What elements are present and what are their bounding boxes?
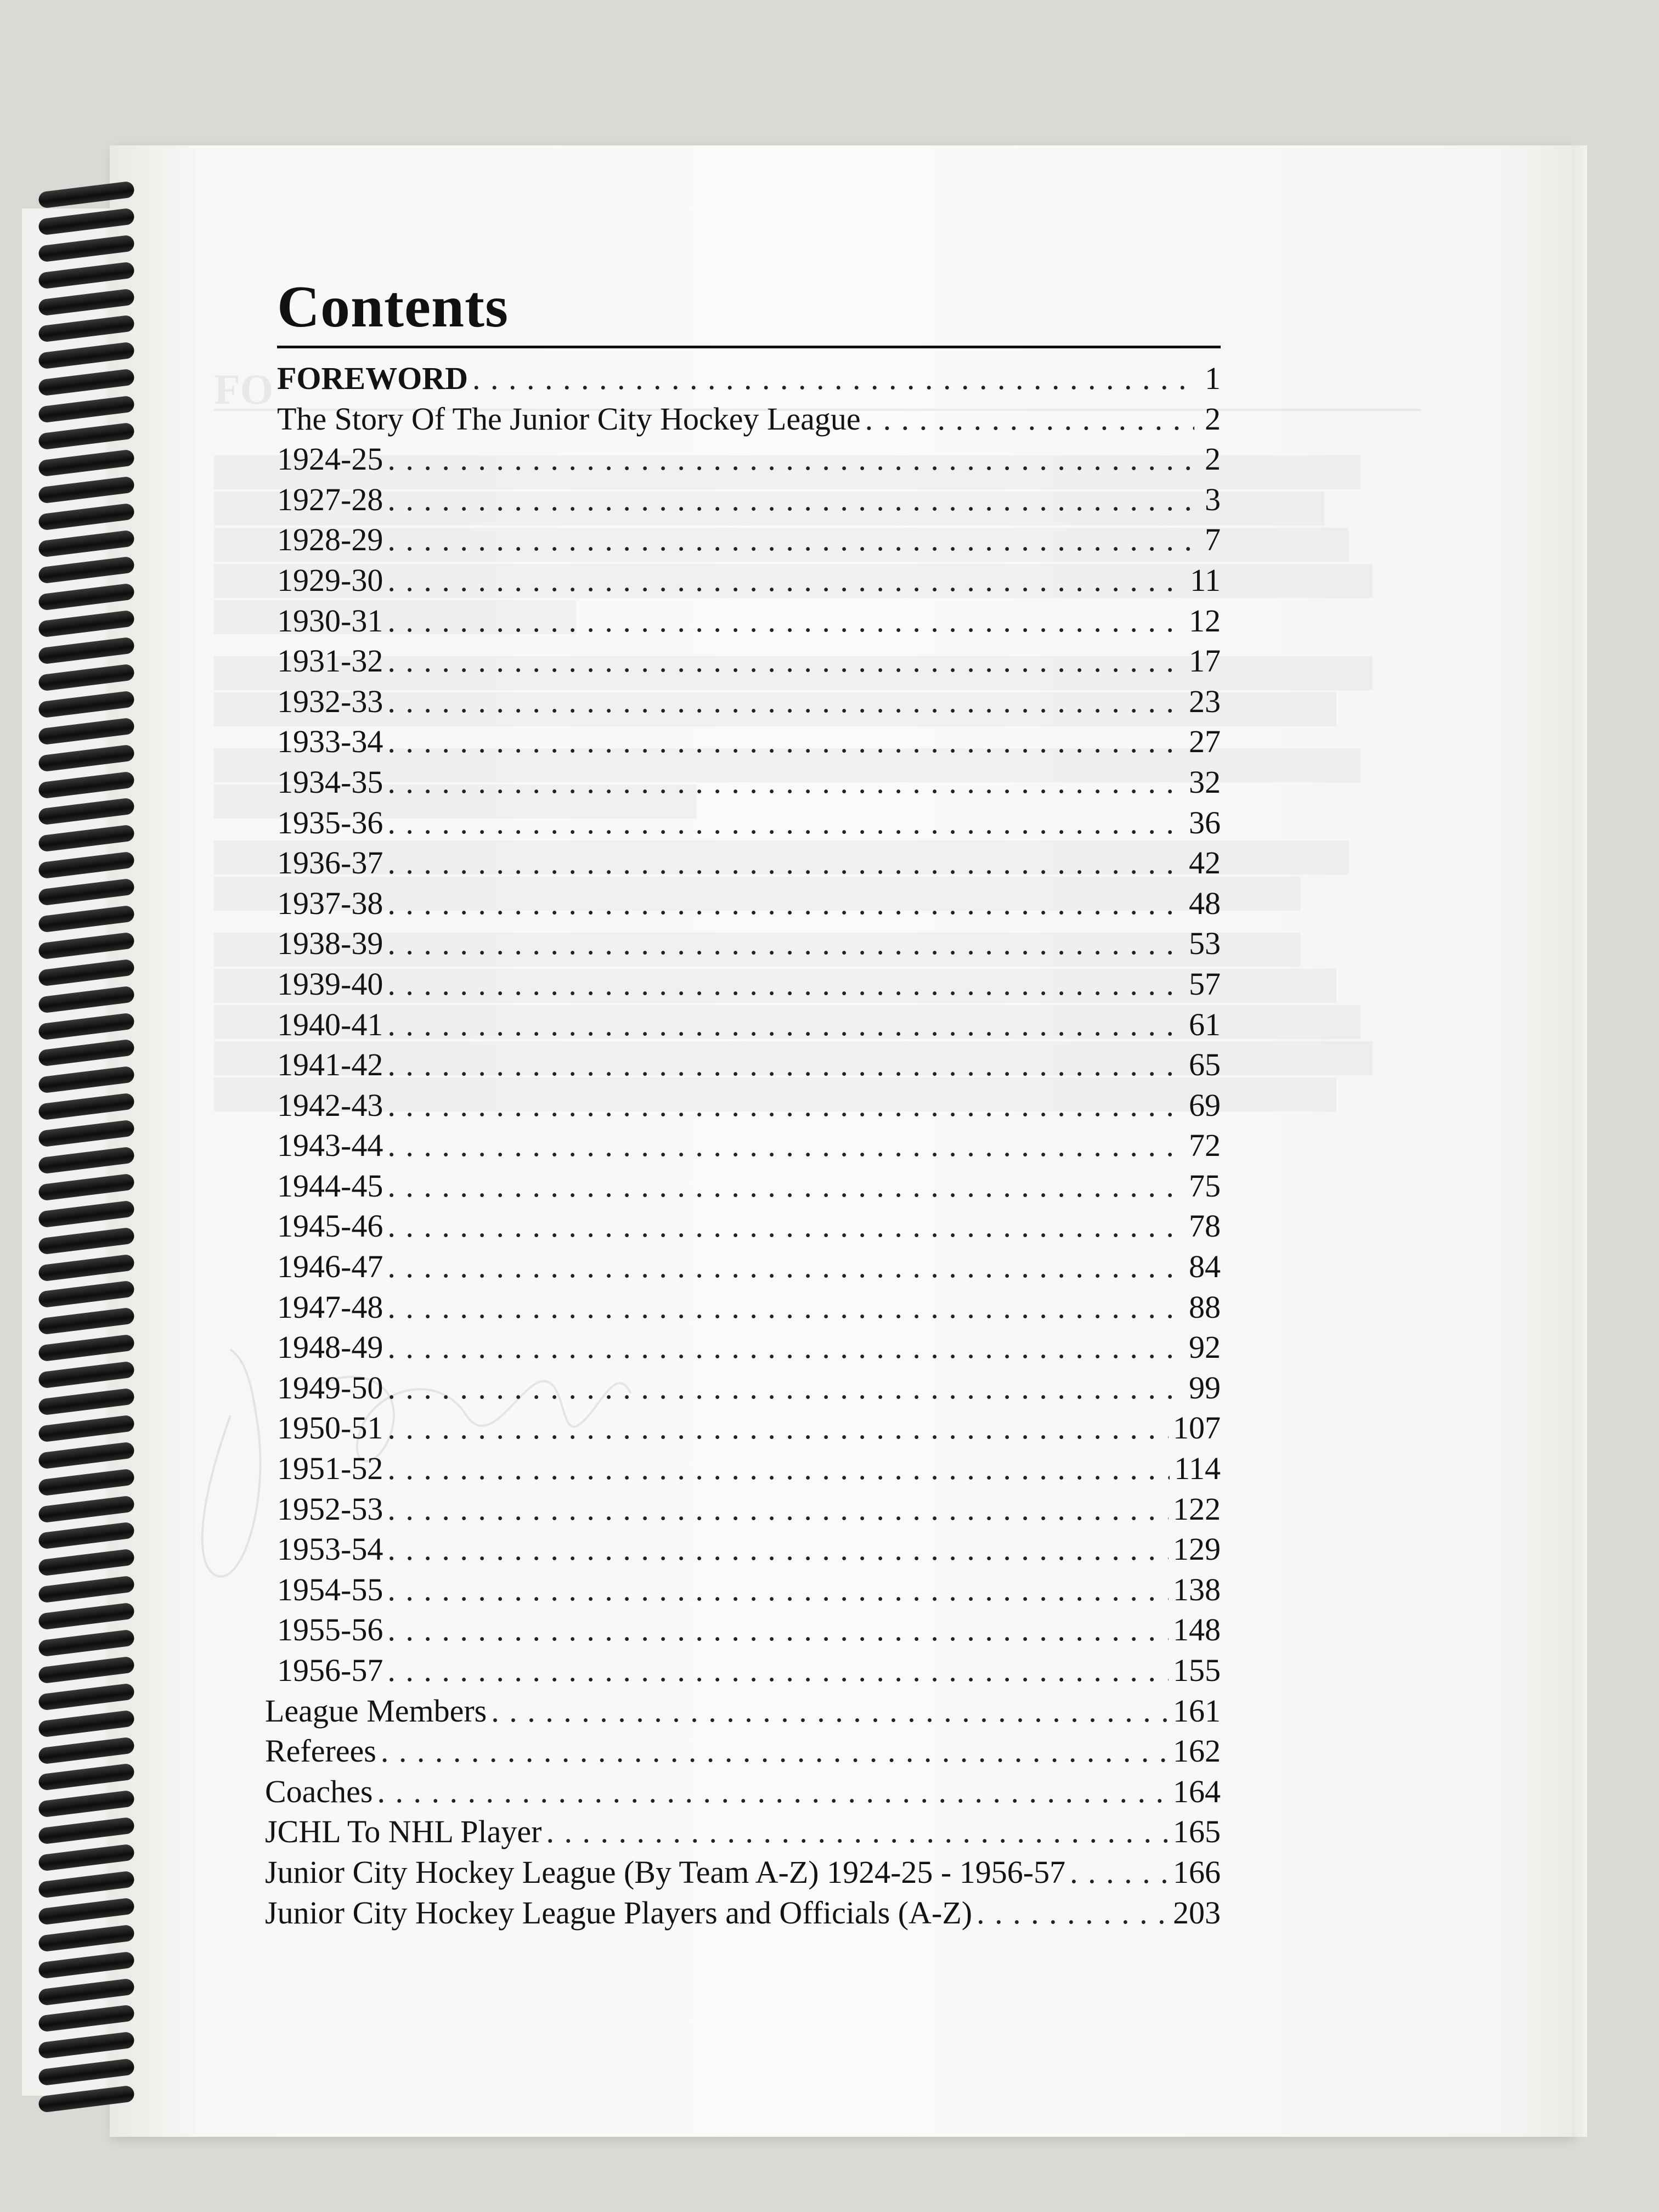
dot-leader: [387, 1650, 1169, 1691]
toc-entry-label: 1945-46: [277, 1208, 383, 1244]
toc-entry-page-number: 7: [1205, 522, 1221, 558]
toc-entry: [277, 1005, 1221, 1045]
toc-entry: [277, 1085, 1221, 1126]
spiral-coil: [38, 878, 135, 906]
spiral-coil: [38, 798, 135, 826]
toc-entry-label: Referees: [265, 1733, 376, 1769]
dot-leader: [387, 883, 1184, 924]
toc-entry-label: 1937-38: [277, 885, 383, 921]
toc-entry-page-number: 11: [1190, 562, 1221, 598]
spiral-coil: [38, 1495, 135, 1523]
spiral-coil: [38, 1146, 135, 1174]
spiral-coil: [38, 449, 135, 477]
spiral-coil: [38, 717, 135, 745]
toc-entry-label: League Members: [265, 1692, 487, 1729]
spiral-coil: [38, 932, 135, 960]
spiral-coil: [38, 771, 135, 799]
toc-entry: [265, 1893, 1221, 1933]
spiral-coil: [38, 1683, 135, 1711]
toc-entry: [277, 1408, 1221, 1448]
toc-entry: [277, 1327, 1221, 1368]
toc-entry-label: 1933-34: [277, 724, 383, 760]
toc-entry-label: FOREWORD: [277, 360, 468, 396]
toc-entry-label: Junior City Hockey League (By Team A-Z) 1924-25 - 1956-57: [265, 1854, 1066, 1890]
dot-leader: [387, 520, 1194, 560]
toc-entry-label: 1939-40: [277, 966, 383, 1002]
toc-entry: [277, 1448, 1221, 1489]
spiral-coil: [38, 1093, 135, 1121]
dot-leader: [387, 1570, 1169, 1610]
spiral-coil: [38, 825, 135, 853]
spiral-coil: [38, 1387, 135, 1415]
spiral-coil: [38, 1066, 135, 1094]
spiral-coil: [38, 1441, 135, 1469]
spiral-coil: [38, 1736, 135, 1764]
toc-entry-label: Coaches: [265, 1773, 373, 1809]
dot-leader: [377, 1771, 1169, 1812]
toc-entry-label: 1938-39: [277, 926, 383, 962]
toc-entry-label: 1934-35: [277, 764, 383, 800]
spiral-coil: [38, 1012, 135, 1040]
spiral-coil: [38, 1280, 135, 1308]
toc-entry-label: 1956-57: [277, 1652, 383, 1688]
spiral-coil: [38, 1602, 135, 1630]
spiral-coil: [38, 1307, 135, 1335]
toc-entry: [277, 1166, 1221, 1206]
spiral-coil: [38, 1629, 135, 1657]
spiral-coil: [38, 1978, 135, 2006]
toc-entry-page-number: 78: [1189, 1208, 1221, 1244]
toc-entry-label: 1929-30: [277, 562, 383, 598]
toc-entry-label: 1944-45: [277, 1167, 383, 1204]
toc-entry-page-number: 162: [1173, 1733, 1221, 1769]
toc-entry: [277, 1650, 1221, 1691]
toc-entry: [277, 1489, 1221, 1530]
spiral-coil: [38, 529, 135, 557]
toc-entry-page-number: 122: [1173, 1491, 1221, 1527]
toc-entry-page-number: 36: [1189, 804, 1221, 840]
spiral-coil: [38, 503, 135, 531]
dot-leader: [387, 964, 1184, 1005]
toc-entry: [277, 1206, 1221, 1246]
toc-entry-label: 1941-42: [277, 1047, 383, 1083]
spiral-coil: [38, 1656, 135, 1684]
toc-entry-label: 1935-36: [277, 804, 383, 840]
toc-entry-page-number: 203: [1173, 1894, 1221, 1931]
toc-entry-label: 1930-31: [277, 602, 383, 639]
spiral-coil: [38, 369, 135, 397]
dot-leader: [387, 1448, 1170, 1489]
spiral-coil: [38, 851, 135, 879]
toc-entry-page-number: 155: [1173, 1652, 1221, 1688]
toc-entry: [277, 399, 1221, 439]
toc-list: [265, 358, 1221, 1933]
toc-entry-label: 1950-51: [277, 1410, 383, 1446]
toc-entry-label: 1936-37: [277, 845, 383, 881]
toc-entry-label: 1927-28: [277, 481, 383, 517]
toc-entry-label: 1948-49: [277, 1329, 383, 1365]
spiral-coil: [38, 958, 135, 986]
toc-entry-page-number: 161: [1173, 1692, 1221, 1729]
spiral-coil: [38, 1254, 135, 1282]
spiral-coil: [38, 1870, 135, 1898]
spiral-coil: [38, 2005, 135, 2033]
toc-entry-page-number: 3: [1205, 481, 1221, 517]
spiral-coil: [38, 1951, 135, 1979]
toc-entry-page-number: 92: [1189, 1329, 1221, 1365]
spiral-coil: [38, 261, 135, 289]
dot-leader: [387, 1489, 1169, 1530]
toc-entry-page-number: 72: [1189, 1127, 1221, 1164]
dot-leader: [387, 1005, 1184, 1045]
spiral-coil: [38, 207, 135, 235]
toc-entry-page-number: 166: [1173, 1854, 1221, 1890]
toc-entry: [277, 520, 1221, 560]
toc-entry-label: 1943-44: [277, 1127, 383, 1164]
dot-leader: [387, 1368, 1184, 1408]
toc-entry: [277, 721, 1221, 762]
dot-leader: [387, 1529, 1169, 1570]
spiral-coil: [38, 1120, 135, 1148]
spiral-coil: [38, 1361, 135, 1389]
page-edge: [1572, 145, 1587, 2137]
toc-entry-page-number: 53: [1189, 926, 1221, 962]
spiral-coil: [38, 1576, 135, 1604]
table-of-contents: [265, 274, 1221, 1933]
toc-entry-page-number: 75: [1189, 1167, 1221, 1204]
toc-entry-label: 1954-55: [277, 1571, 383, 1607]
toc-entry-page-number: 65: [1189, 1047, 1221, 1083]
dot-leader: [387, 601, 1184, 641]
bleed-through-heading: FO: [214, 365, 274, 413]
toc-entry-page-number: 2: [1205, 400, 1221, 437]
dot-leader: [387, 803, 1184, 843]
dot-leader: [387, 479, 1194, 520]
toc-entry-page-number: 32: [1189, 764, 1221, 800]
toc-entry-label: The Story Of The Junior City Hockey League: [277, 400, 861, 437]
toc-entry: [277, 358, 1221, 399]
spiral-coil: [38, 905, 135, 933]
toc-entry: [277, 1368, 1221, 1408]
dot-leader: [387, 1246, 1184, 1287]
toc-entry: [277, 1529, 1221, 1570]
toc-entry-page-number: 23: [1189, 683, 1221, 719]
toc-entry: [265, 1852, 1221, 1893]
dot-leader: [387, 560, 1186, 601]
spiral-coil: [38, 1817, 135, 1845]
spiral-coil: [38, 1924, 135, 1952]
dot-leader: [491, 1691, 1169, 1731]
toc-entry-label: Junior City Hockey League Players and Officials (A-Z): [265, 1894, 973, 1931]
spiral-coil: [38, 396, 135, 424]
spiral-coil: [38, 476, 135, 504]
spiral-coil: [38, 315, 135, 343]
dot-leader: [387, 1287, 1184, 1328]
dot-leader: [387, 1206, 1184, 1246]
toc-entry-page-number: 42: [1189, 845, 1221, 881]
toc-entry-label: 1955-56: [277, 1612, 383, 1648]
spiral-coil: [38, 744, 135, 772]
spiral-coil: [38, 637, 135, 665]
toc-entry-page-number: 164: [1173, 1773, 1221, 1809]
spiral-coil: [38, 180, 135, 208]
spiral-coil: [38, 1897, 135, 1925]
dot-leader: [865, 399, 1194, 439]
dot-leader: [387, 1327, 1184, 1368]
toc-entry: [277, 803, 1221, 843]
toc-entry: [277, 1570, 1221, 1610]
spiral-coil: [38, 342, 135, 370]
spiral-coil: [38, 1227, 135, 1255]
toc-entry-page-number: 2: [1205, 441, 1221, 477]
spiral-coil: [38, 1200, 135, 1228]
dot-leader: [387, 1166, 1184, 1206]
toc-entry-page-number: 1: [1205, 360, 1221, 396]
toc-entry: [265, 1691, 1221, 1731]
toc-entry-page-number: 99: [1189, 1369, 1221, 1406]
spiral-coil: [38, 234, 135, 262]
toc-entry: [277, 1045, 1221, 1085]
toc-entry-page-number: 138: [1173, 1571, 1221, 1607]
toc-entry: [277, 843, 1221, 883]
toc-entry: [277, 1125, 1221, 1166]
toc-entry-label: 1953-54: [277, 1531, 383, 1567]
toc-entry-label: 1952-53: [277, 1491, 383, 1527]
dot-leader: [1070, 1852, 1169, 1893]
toc-entry-page-number: 165: [1173, 1814, 1221, 1850]
spiral-coil: [38, 422, 135, 450]
spiral-coil: [38, 663, 135, 691]
toc-entry: [277, 923, 1221, 964]
spiral-binding: [38, 187, 148, 2140]
toc-entry-label: 1947-48: [277, 1289, 383, 1325]
dot-leader: [387, 1085, 1184, 1126]
dot-leader: [387, 1125, 1184, 1166]
dot-leader: [387, 1408, 1169, 1448]
toc-entry-label: 1946-47: [277, 1249, 383, 1285]
spiral-coil: [38, 1173, 135, 1201]
toc-entry-label: 1932-33: [277, 683, 383, 719]
toc-entry-label: JCHL To NHL Player: [265, 1814, 542, 1850]
toc-entry: [277, 762, 1221, 803]
dot-leader: [472, 358, 1194, 399]
toc-entry-page-number: 69: [1189, 1087, 1221, 1123]
toc-entry: [277, 601, 1221, 641]
toc-entry-label: 1928-29: [277, 522, 383, 558]
toc-entry: [265, 1771, 1221, 1812]
spiral-coil: [38, 1790, 135, 1818]
spiral-coil: [38, 985, 135, 1013]
dot-leader: [387, 681, 1184, 722]
dot-leader: [387, 1045, 1184, 1085]
toc-entry-label: 1949-50: [277, 1369, 383, 1406]
toc-entry: [277, 560, 1221, 601]
toc-entry-page-number: 61: [1189, 1006, 1221, 1042]
spiral-coil: [38, 1334, 135, 1362]
dot-leader: [387, 439, 1194, 479]
spiral-coil: [38, 1414, 135, 1442]
spiral-coil: [38, 690, 135, 718]
spiral-coil: [38, 1522, 135, 1550]
toc-entry-label: 1931-32: [277, 643, 383, 679]
dot-leader: [387, 843, 1184, 883]
toc-entry-page-number: 129: [1173, 1531, 1221, 1567]
toc-entry-page-number: 48: [1189, 885, 1221, 921]
toc-entry: [265, 1731, 1221, 1771]
toc-entry: [277, 883, 1221, 924]
spiral-coil: [38, 610, 135, 638]
dot-leader: [387, 762, 1184, 803]
spiral-coil: [38, 556, 135, 584]
toc-entry: [277, 479, 1221, 520]
toc-entry-label: 1951-52: [277, 1451, 383, 1487]
toc-entry: [277, 1246, 1221, 1287]
spiral-coil: [38, 2085, 135, 2113]
toc-entry-label: 1924-25: [277, 441, 383, 477]
toc-entry: [265, 1812, 1221, 1852]
toc-entry-page-number: 84: [1189, 1249, 1221, 1285]
toc-entry-label: 1942-43: [277, 1087, 383, 1123]
spiral-coil: [38, 1709, 135, 1737]
spiral-coil: [38, 1468, 135, 1496]
spiral-coil: [38, 583, 135, 611]
spiral-coil: [38, 288, 135, 316]
toc-entry: [277, 681, 1221, 722]
toc-entry-page-number: 148: [1173, 1612, 1221, 1648]
toc-entry-label: 1940-41: [277, 1006, 383, 1042]
dot-leader: [977, 1893, 1169, 1933]
toc-entry-page-number: 27: [1189, 724, 1221, 760]
toc-entry: [277, 439, 1221, 479]
toc-entry-page-number: 17: [1189, 643, 1221, 679]
toc-entry-page-number: 114: [1174, 1451, 1221, 1487]
spiral-coil: [38, 1844, 135, 1872]
dot-leader: [381, 1731, 1169, 1771]
spiral-coil: [38, 1039, 135, 1067]
toc-entry-page-number: 88: [1189, 1289, 1221, 1325]
toc-entry: [277, 964, 1221, 1005]
spiral-coil: [38, 1763, 135, 1791]
dot-leader: [387, 721, 1184, 762]
spiral-coil: [38, 1549, 135, 1577]
toc-entry: [277, 1287, 1221, 1328]
toc-entry: [277, 1610, 1221, 1650]
toc-entry-page-number: 57: [1189, 966, 1221, 1002]
toc-entry-page-number: 12: [1189, 602, 1221, 639]
dot-leader: [546, 1812, 1169, 1852]
page-title: Contents: [277, 274, 1221, 348]
dot-leader: [387, 641, 1184, 681]
dot-leader: [387, 1610, 1169, 1650]
spiral-coil: [38, 2032, 135, 2059]
spiral-coil: [38, 2058, 135, 2086]
dot-leader: [387, 923, 1184, 964]
toc-entry-page-number: 107: [1173, 1410, 1221, 1446]
toc-entry: [277, 641, 1221, 681]
